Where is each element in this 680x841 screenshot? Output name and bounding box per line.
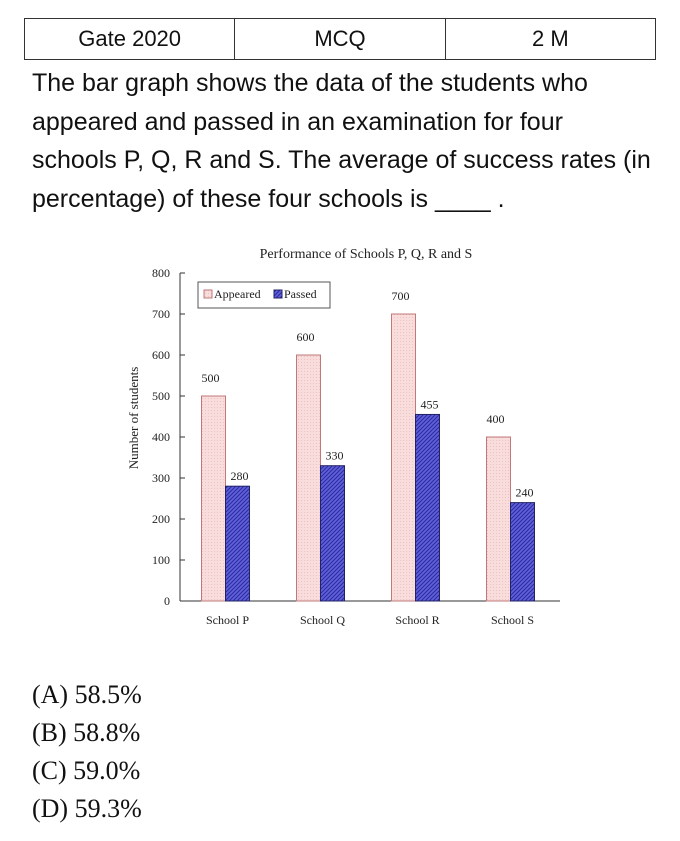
data-label: 500	[201, 371, 220, 385]
data-label: 600	[296, 330, 315, 344]
bar-passed-1	[226, 486, 250, 601]
question-type-cell: MCQ	[235, 19, 445, 60]
data-label: 280	[230, 469, 249, 484]
question-meta-table	[24, 18, 656, 60]
bars	[202, 289, 535, 627]
x-tick-label: School R	[395, 613, 440, 627]
marks-cell: 2 M	[445, 19, 655, 60]
legend-label: Appeared	[214, 287, 261, 301]
legend-swatch	[274, 290, 282, 298]
data-label: 700	[391, 289, 410, 303]
legend-label: Passed	[284, 287, 317, 301]
option-b[interactable]: (B) 58.8%	[32, 718, 141, 747]
data-label: 455	[420, 397, 439, 412]
bar-appeared-2	[297, 355, 321, 601]
y-tick-label: 400	[152, 430, 170, 444]
y-tick-label: 500	[152, 389, 170, 403]
chart-title: Performance of Schools P, Q, R and S	[259, 247, 473, 262]
x-tick-label: School P	[205, 613, 250, 627]
y-tick-label: 200	[152, 512, 170, 526]
bar-passed-3	[416, 414, 440, 601]
legend	[198, 282, 330, 308]
option-a[interactable]: (A) 58.5%	[32, 680, 142, 709]
question-text: The bar graph shows the data of the students who appeared and passed in an examination for four schools P, Q, R and S. The average of success rates (in percentage) of these four schools is ____ .	[32, 69, 651, 213]
y-axis-label: Number of students	[126, 366, 141, 470]
bar-appeared-4	[487, 437, 511, 601]
y-tick-label: 800	[152, 266, 170, 280]
y-tick-label: 600	[152, 348, 170, 362]
x-tick-label: School S	[490, 613, 535, 627]
legend-swatch	[204, 290, 212, 298]
bar-appeared-1	[202, 396, 226, 601]
data-label: 240	[515, 485, 534, 500]
option-c[interactable]: (C) 59.0%	[32, 756, 141, 785]
bar-passed-2	[321, 466, 345, 601]
x-tick-label: School Q	[300, 613, 345, 627]
bar-appeared-3	[392, 314, 416, 601]
data-label: 330	[325, 448, 344, 463]
exam-name-cell: Gate 2020	[25, 19, 235, 60]
y-tick-label: 300	[152, 471, 170, 485]
data-label: 400	[486, 412, 505, 426]
bar-chart	[120, 238, 535, 638]
answer-options	[32, 676, 142, 828]
y-tick-label: 700	[152, 307, 170, 321]
y-tick-label: 100	[152, 553, 170, 567]
option-d[interactable]: (D) 59.3%	[32, 794, 142, 823]
y-tick-label: 0	[164, 594, 170, 608]
bar-passed-4	[511, 503, 535, 601]
